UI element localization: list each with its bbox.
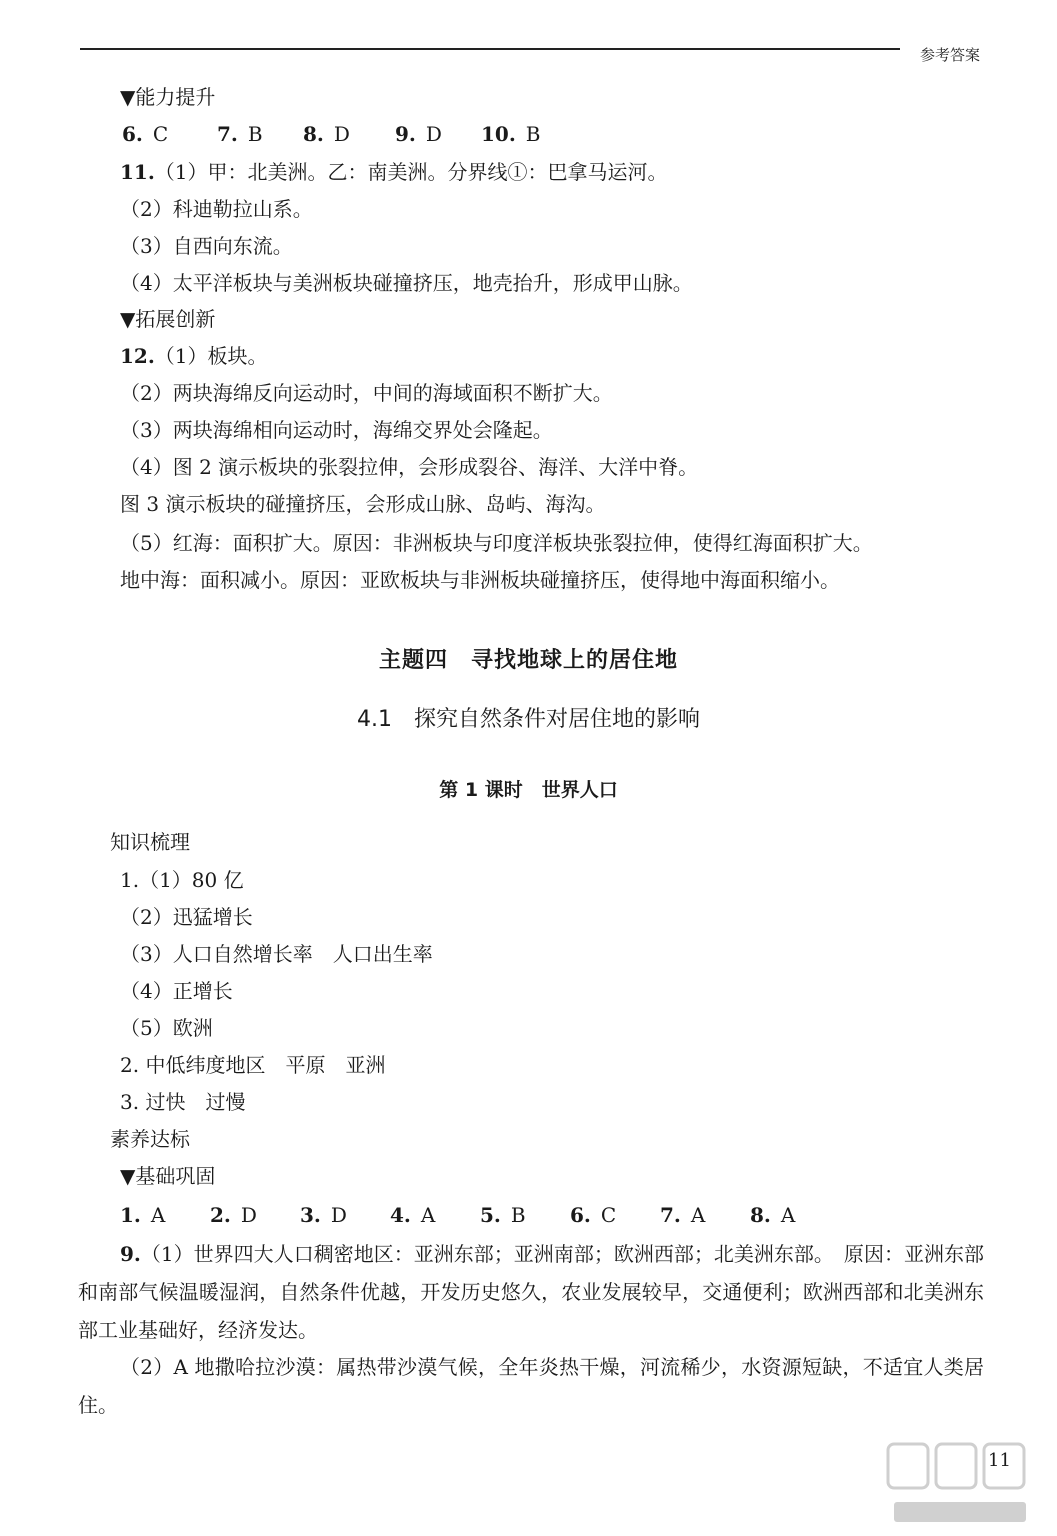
knowledge-line-6: 2. 中低纬度地区 平原 亚洲 — [120, 1053, 386, 1077]
mc-item: 10. B — [481, 122, 541, 146]
knowledge-line-5: （5）欧洲 — [120, 1016, 213, 1040]
q12-line-2: （2）两块海绵反向运动时，中间的海域面积不断扩大。 — [120, 381, 613, 405]
mc-item: 8. D — [303, 122, 350, 146]
knowledge-line-1: 1.（1）80 亿 — [120, 868, 244, 892]
mc-item: 1. A — [120, 1203, 166, 1227]
knowledge-line-7: 3. 过快 过慢 — [120, 1090, 246, 1114]
mc-item: 3. D — [300, 1203, 347, 1227]
q12-line-6: （5）红海：面积扩大。原因：非洲板块与印度洋板块张裂拉伸，使得红海面积扩大。 — [120, 531, 873, 555]
mc-item: 5. B — [480, 1203, 526, 1227]
mc-item: 9. D — [395, 122, 442, 146]
lesson-title: 第 1 课时 世界人口 — [439, 779, 618, 801]
mc-item: 7. B — [217, 122, 263, 146]
mc-item: 7. A — [660, 1203, 706, 1227]
knowledge-line-2: （2）迅猛增长 — [120, 905, 253, 929]
knowledge-line-3: （3）人口自然增长率 人口出生率 — [120, 942, 433, 966]
q11-line-4: （4）太平洋板块与美洲板块碰撞挤压，地壳抬升，形成甲山脉。 — [120, 271, 693, 295]
mc-item: 6. C — [122, 122, 169, 146]
mc-item: 6. C — [570, 1203, 617, 1227]
header-rule — [80, 48, 900, 50]
section-title: 4.1 探究自然条件对居住地的影响 — [357, 707, 700, 732]
page-number: 11 — [988, 1450, 1011, 1471]
q9-paragraph-2: （2）A 地撒哈拉沙漠：属热带沙漠气候，全年炎热干燥，河流稀少，水资源短缺，不适宜人类居住。 — [78, 1355, 984, 1417]
q9-paragraph-1: 9.（1）世界四大人口稠密地区：亚洲东部；亚洲南部；欧洲西部；北美洲东部。 原因：亚洲东部和南部气候温暖湿润，自然条件优越，开发历史悠久，农业发展较早，交通便利；欧洲西部和北美洲东部工业基础好，经济发达。 — [78, 1242, 984, 1342]
q11-line-2: （2）科迪勒拉山系。 — [120, 197, 313, 221]
mc-row-2 — [120, 1202, 795, 1228]
q12-line-3: （3）两块海绵相向运动时，海绵交界处会隆起。 — [120, 418, 553, 442]
knowledge-line-4: （4）正增长 — [120, 979, 233, 1003]
q12-line-1: 12.（1）板块。 — [120, 344, 268, 368]
watermark-logo — [880, 1430, 1040, 1530]
section-ability: ▼能力提升 — [120, 85, 216, 109]
mc-item: 4. A — [390, 1203, 436, 1227]
section-literacy: 素养达标 — [110, 1127, 190, 1151]
section-expand: ▼拓展创新 — [120, 307, 216, 331]
section-knowledge: 知识梳理 — [110, 830, 190, 854]
mc-item: 8. A — [750, 1203, 796, 1227]
mc-item: 2. D — [210, 1203, 257, 1227]
q11-line-1: 11.（1）甲：北美洲。乙：南美洲。分界线①：巴拿马运河。 — [120, 160, 668, 184]
mc-row-1 — [122, 121, 541, 147]
q12-line-4: （4）图 2 演示板块的张裂拉伸，会形成裂谷、海洋、大洋中脊。 — [120, 455, 699, 479]
section-basic: ▼基础巩固 — [120, 1164, 216, 1188]
topic-title: 主题四 寻找地球上的居住地 — [378, 647, 678, 673]
q12-line-7: 地中海：面积减小。原因：亚欧板块与非洲板块碰撞挤压，使得地中海面积缩小。 — [120, 568, 840, 592]
header-label: 参考答案 — [920, 46, 981, 64]
q11-line-3: （3）自西向东流。 — [120, 234, 293, 258]
q12-line-5: 图 3 演示板块的碰撞挤压，会形成山脉、岛屿、海沟。 — [120, 492, 606, 516]
